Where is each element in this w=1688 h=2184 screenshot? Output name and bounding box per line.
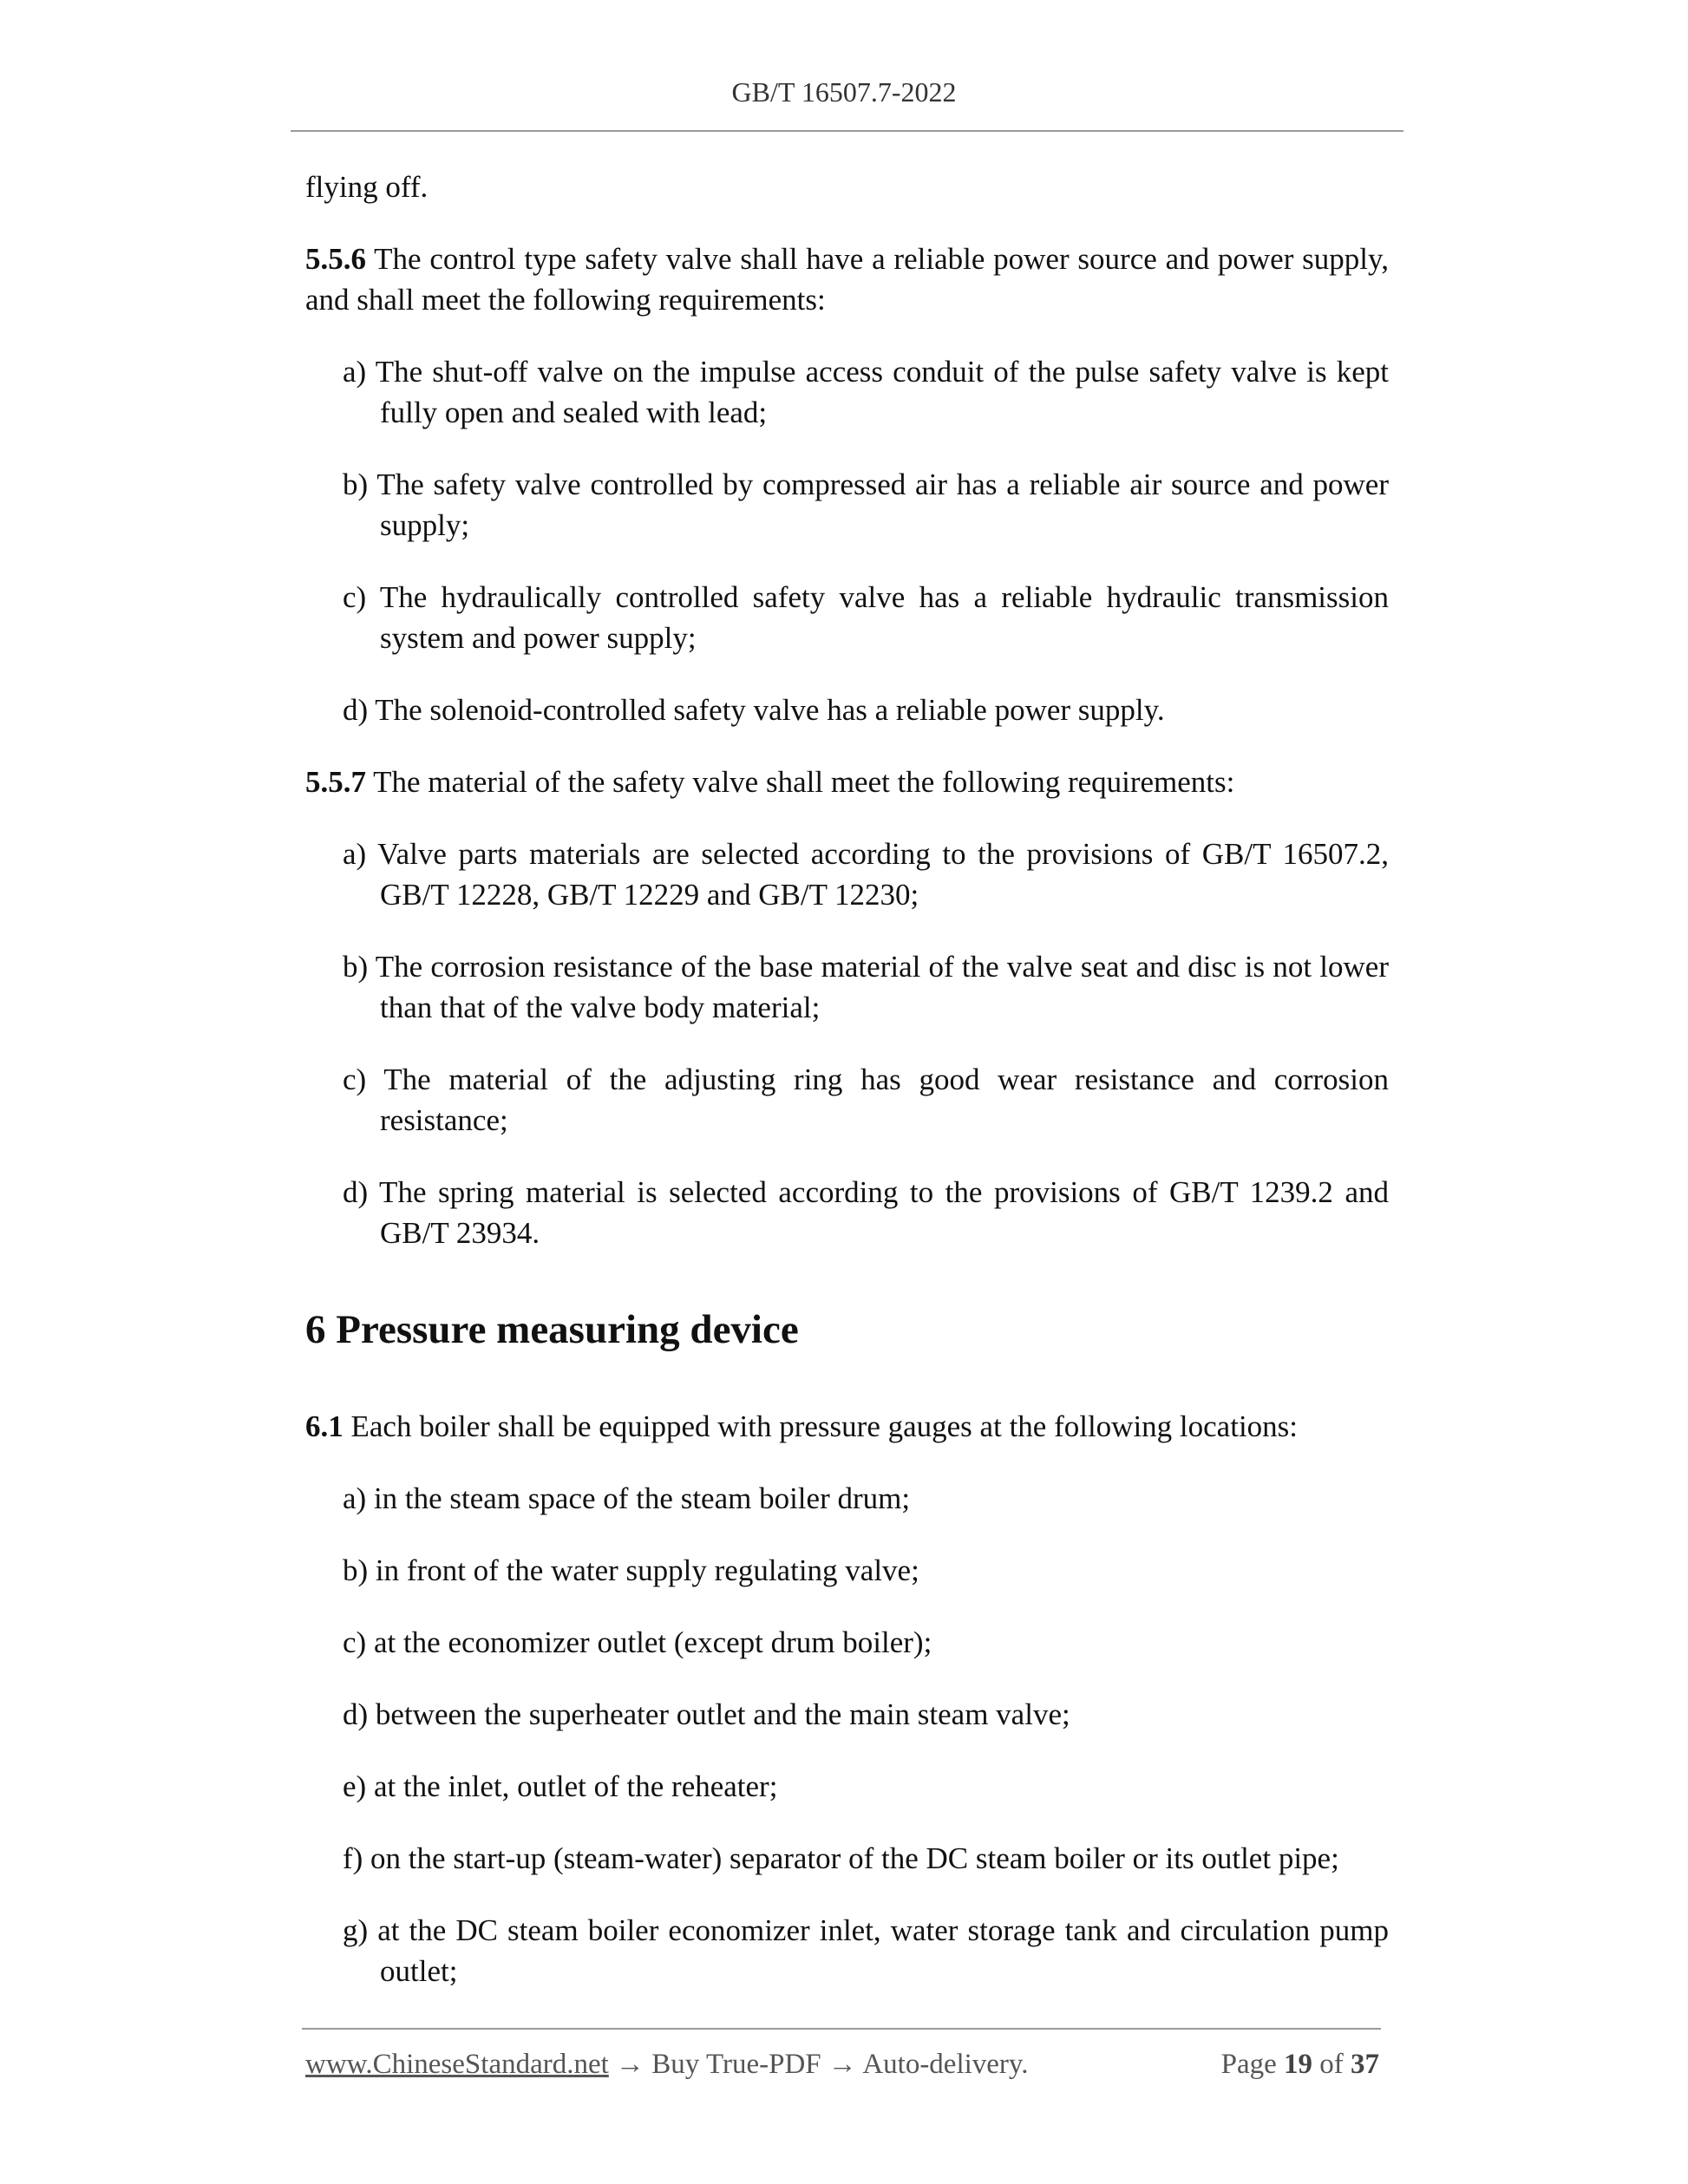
website-link[interactable]: www.ChineseStandard.net	[305, 2049, 609, 2080]
clause-6-1	[305, 1406, 1389, 1447]
list-item: c) The material of the adjusting ring has good wear resistance and corrosion resistance;	[343, 1063, 1389, 1137]
footer-links	[305, 2049, 1029, 2081]
header-title: GB/T 16507.7-2022	[731, 76, 957, 108]
list-item: g) at the DC steam boiler economizer inlet, water storage tank and circulation pump outlet;	[343, 1913, 1389, 1988]
clause-5-5-6	[305, 239, 1389, 320]
list-item: b) in front of the water supply regulating valve;	[343, 1553, 919, 1587]
total-pages-number: 37	[1351, 2049, 1379, 2080]
page-header	[0, 76, 1688, 108]
page-indicator	[1221, 2049, 1379, 2081]
list-item: c) at the economizer outlet (except drum boiler);	[343, 1625, 932, 1659]
clause-text: Each boiler shall be equipped with pressure gauges at the following locations:	[343, 1409, 1299, 1443]
list-item: d) The solenoid-controlled safety valve has a reliable power supply.	[343, 693, 1165, 727]
of-label: of	[1319, 2049, 1344, 2080]
list-item: c) The hydraulically controlled safety valve has a reliable hydraulic transmission system and power supply;	[343, 580, 1389, 655]
buy-pdf-text: Buy True-PDF	[651, 2049, 821, 2080]
footer-divider	[302, 2028, 1381, 2030]
section-heading-6: 6 Pressure measuring device	[305, 1307, 799, 1352]
arrow-right-icon: →	[828, 2049, 857, 2080]
header-divider	[291, 130, 1403, 132]
clause-5-5-7	[305, 762, 1389, 802]
list-item: a) The shut-off valve on the impulse access conduit of the pulse safety valve is kept fully open and sealed with lead;	[343, 355, 1389, 429]
arrow-right-icon: →	[616, 2049, 645, 2080]
list-item: d) between the superheater outlet and the main steam valve;	[343, 1697, 1070, 1731]
list-item: a) in the steam space of the steam boiler drum;	[343, 1481, 911, 1515]
clause-text: The material of the safety valve shall meet the following requirements:	[366, 765, 1235, 799]
list-item: d) The spring material is selected according to the provisions of GB/T 1239.2 and GB/T 23934.	[343, 1175, 1389, 1250]
list-item: f) on the start-up (steam-water) separator of the DC steam boiler or its outlet pipe;	[343, 1841, 1339, 1875]
list-item: a) Valve parts materials are selected according to the provisions of GB/T 16507.2, GB/T 12228, GB/T 12229 and GB/T 12230;	[343, 837, 1389, 912]
list-item: b) The corrosion resistance of the base material of the valve seat and disc is not lower than that of the valve body material;	[343, 950, 1389, 1024]
list-item: b) The safety valve controlled by compressed air has a reliable air source and power supply;	[343, 468, 1389, 542]
current-page-number: 19	[1284, 2049, 1312, 2080]
clause-number: 6.1	[305, 1409, 343, 1443]
clause-number: 5.5.6	[305, 242, 366, 276]
clause-number: 5.5.7	[305, 765, 366, 799]
paragraph-continuation: flying off.	[305, 170, 429, 204]
auto-delivery-text: Auto-delivery.	[862, 2049, 1029, 2080]
document-body	[305, 167, 1389, 1991]
clause-text: The control type safety valve shall have a reliable power source and power supply, and shall meet the following requirements:	[305, 242, 1389, 317]
list-item: e) at the inlet, outlet of the reheater;	[343, 1769, 778, 1803]
page-label: Page	[1220, 2049, 1277, 2080]
